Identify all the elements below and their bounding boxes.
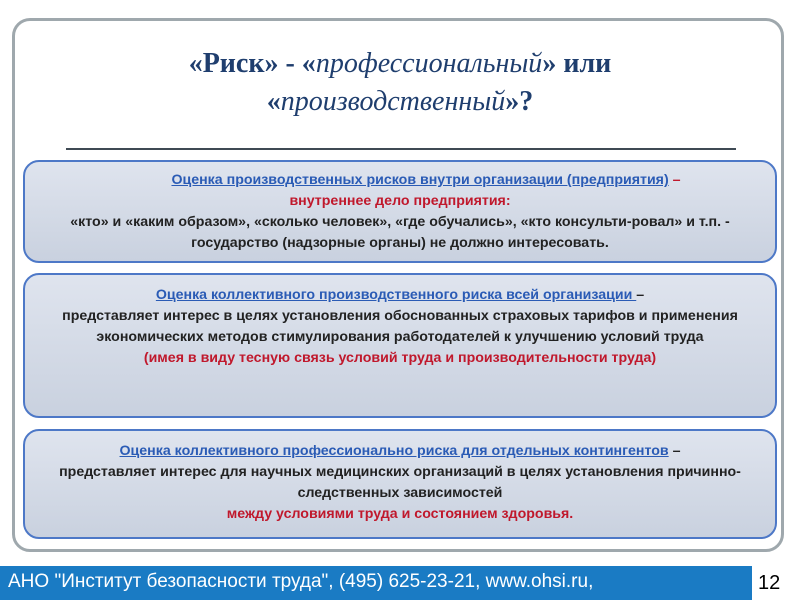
title-part: «Риск» - « xyxy=(188,48,316,79)
box-body: представляет интерес в целях установления обоснованных страховых тарифов и применения экономических методов стимулирования работодателей к улучшению условий труда xyxy=(62,308,738,345)
info-box-collective-occupational-risk xyxy=(23,429,777,539)
box-dash: – xyxy=(668,172,681,188)
box-heading: Оценка коллективного производственного риска всей организации xyxy=(155,287,637,303)
box-heading: Оценка коллективного профессионально риска для отдельных контингентов xyxy=(119,443,669,459)
title-divider xyxy=(66,148,736,150)
title-part: »? xyxy=(505,86,534,117)
box-subheading: внутреннее дело предприятия: xyxy=(289,193,511,209)
title-part: профессиональный xyxy=(315,48,543,79)
info-box-internal-risk xyxy=(23,160,777,263)
box-heading: Оценка производственных рисков внутри организации (предприятия) xyxy=(171,172,669,188)
info-box-collective-production-risk xyxy=(23,273,777,418)
footer-text: АНО "Институт безопасности труда", (495) 625-23-21, www.ohsi.ru, xyxy=(8,571,594,592)
box-note: между условиями труда и состоянием здоровья. xyxy=(226,506,574,522)
title-part: » или xyxy=(542,48,612,79)
box-note: (имея в виду тесную связь условий труда и производительности труда) xyxy=(143,350,657,366)
box-body: представляет интерес для научных медицинских организаций в целях установления причинно-следственных зависимостей xyxy=(59,464,741,501)
box-dash: – xyxy=(636,287,645,303)
title-part: « xyxy=(266,86,281,117)
box-body: «кто» и «каким образом», «сколько человек», «где обучались», «кто консульти-ровал» и т.п. - государство (надзорные органы) не должно интересовать. xyxy=(70,214,730,251)
page-number: 12 xyxy=(758,572,781,594)
footer-bar xyxy=(0,566,752,600)
slide-title xyxy=(60,45,740,121)
box-dash: – xyxy=(668,443,681,459)
title-part: производственный xyxy=(280,86,506,117)
